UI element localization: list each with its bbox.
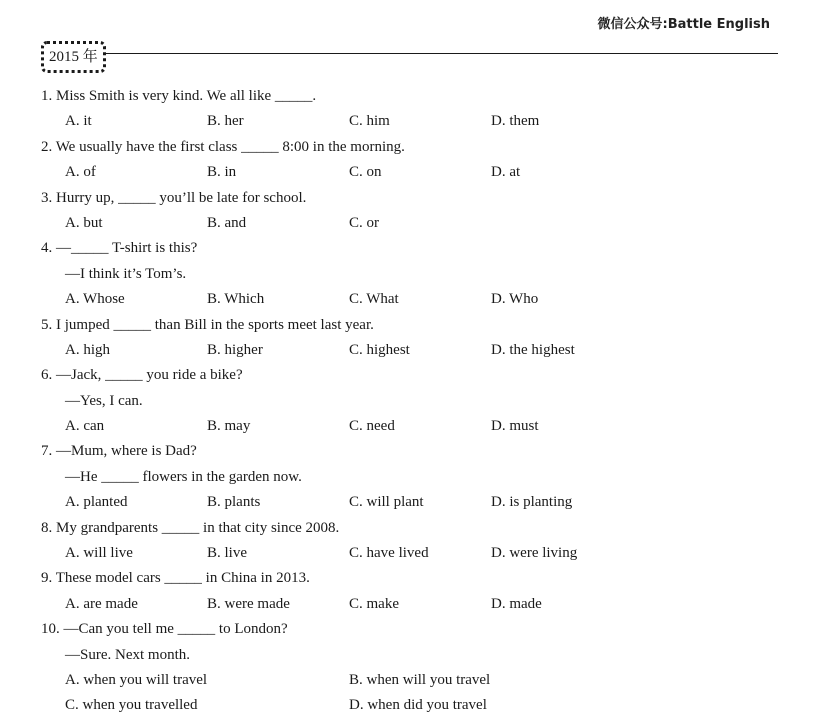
- answer-option[interactable]: C. make: [349, 595, 399, 612]
- question-stem-row: [41, 186, 786, 211]
- answer-option[interactable]: C. on: [349, 164, 382, 181]
- answer-option[interactable]: A. can: [65, 418, 105, 435]
- question-stem: 5. I jumped _____ than Bill in the sports meet last year.: [41, 316, 374, 333]
- answer-option[interactable]: B. Which: [207, 291, 265, 308]
- answer-option[interactable]: A. of: [65, 164, 96, 181]
- answer-option[interactable]: B. when will you travel: [349, 671, 491, 688]
- answer-option[interactable]: C. highest: [349, 341, 410, 358]
- question-stem: 10. —Can you tell me _____ to London?: [41, 621, 288, 638]
- question-stem-row: [41, 439, 786, 464]
- answer-option[interactable]: D. were living: [491, 545, 578, 562]
- answer-options-row: [41, 414, 786, 439]
- section-divider: [104, 53, 778, 54]
- answer-option[interactable]: D. at: [491, 164, 521, 181]
- answer-option[interactable]: D. made: [491, 595, 542, 612]
- answer-options-row: [41, 338, 786, 363]
- answer-option[interactable]: A. Whose: [65, 291, 125, 308]
- answer-option[interactable]: D. must: [491, 418, 539, 435]
- answer-options-row: [41, 109, 786, 134]
- answer-option[interactable]: A. are made: [65, 595, 138, 612]
- answer-option[interactable]: A. will live: [65, 545, 133, 562]
- dialogue-line-row: [41, 643, 786, 668]
- answer-option[interactable]: C. have lived: [349, 545, 429, 562]
- question-stem-row: [41, 84, 786, 109]
- question-stem: 1. Miss Smith is very kind. We all like _____.: [41, 88, 317, 104]
- answer-option[interactable]: C. or: [349, 214, 379, 231]
- answer-option[interactable]: B. plants: [207, 494, 261, 511]
- answer-option[interactable]: B. and: [207, 214, 247, 231]
- question-stem: 3. Hurry up, _____ you’ll be late for school.: [41, 189, 307, 206]
- dialogue-line: —Sure. Next month.: [65, 646, 190, 663]
- answer-option[interactable]: A. it: [65, 113, 92, 130]
- answer-option[interactable]: C. when you travelled: [65, 697, 198, 714]
- answer-option[interactable]: B. live: [207, 545, 247, 562]
- answer-options-row: [41, 541, 786, 566]
- question-stem: 7. —Mum, where is Dad?: [41, 443, 197, 460]
- answer-option[interactable]: D. the highest: [491, 341, 575, 358]
- answer-option[interactable]: D. is planting: [491, 494, 573, 511]
- question-stem: 2. We usually have the first class _____ 8:00 in the morning.: [41, 138, 405, 155]
- answer-option[interactable]: C. What: [349, 291, 399, 308]
- answer-options-row: [41, 490, 786, 515]
- answer-option[interactable]: D. Who: [491, 291, 539, 308]
- dialogue-line-row: [41, 389, 786, 414]
- answer-option[interactable]: D. them: [491, 113, 540, 130]
- answer-option[interactable]: A. but: [65, 214, 103, 231]
- answer-option[interactable]: A. high: [65, 341, 110, 358]
- answer-option[interactable]: D. when did you travel: [349, 697, 487, 714]
- answer-option[interactable]: B. in: [207, 164, 237, 181]
- answer-option[interactable]: C. need: [349, 418, 395, 435]
- question-stem-row: [41, 313, 786, 338]
- question-stem-row: [41, 566, 786, 591]
- dialogue-line-row: [41, 465, 786, 490]
- question-list: [41, 84, 786, 719]
- wechat-account-label: 微信公众号:Battle English: [597, 17, 770, 32]
- dialogue-line: —I think it’s Tom’s.: [65, 265, 187, 282]
- answer-options-row: [41, 693, 786, 718]
- question-stem-row: [41, 363, 786, 388]
- question-stem-row: [41, 516, 786, 541]
- question-stem-row: [41, 617, 786, 642]
- answer-options-row: [41, 160, 786, 185]
- dialogue-line: —He _____ flowers in the garden now.: [65, 468, 302, 485]
- dialogue-line: —Yes, I can.: [65, 392, 143, 409]
- answer-options-row: [41, 668, 786, 693]
- dialogue-line-row: [41, 262, 786, 287]
- answer-option[interactable]: B. her: [207, 113, 244, 130]
- question-stem-row: [41, 236, 786, 261]
- answer-option[interactable]: C. will plant: [349, 494, 424, 511]
- answer-option[interactable]: A. when you will travel: [65, 671, 208, 688]
- question-stem: 8. My grandparents _____ in that city since 2008.: [41, 519, 340, 536]
- answer-options-row: [41, 211, 786, 236]
- question-stem: 6. —Jack, _____ you ride a bike?: [41, 367, 243, 384]
- question-stem: 4. —_____ T-shirt is this?: [41, 240, 198, 257]
- answer-option[interactable]: B. were made: [207, 595, 290, 612]
- answer-option[interactable]: B. higher: [207, 341, 263, 358]
- answer-option[interactable]: A. planted: [65, 494, 128, 511]
- answer-option[interactable]: C. him: [349, 113, 390, 130]
- question-stem: 9. These model cars _____ in China in 2013.: [41, 570, 310, 587]
- year-section-badge: 2015 年: [41, 41, 106, 73]
- answer-options-row: [41, 287, 786, 312]
- answer-options-row: [41, 592, 786, 617]
- question-stem-row: [41, 135, 786, 160]
- answer-option[interactable]: B. may: [207, 418, 251, 435]
